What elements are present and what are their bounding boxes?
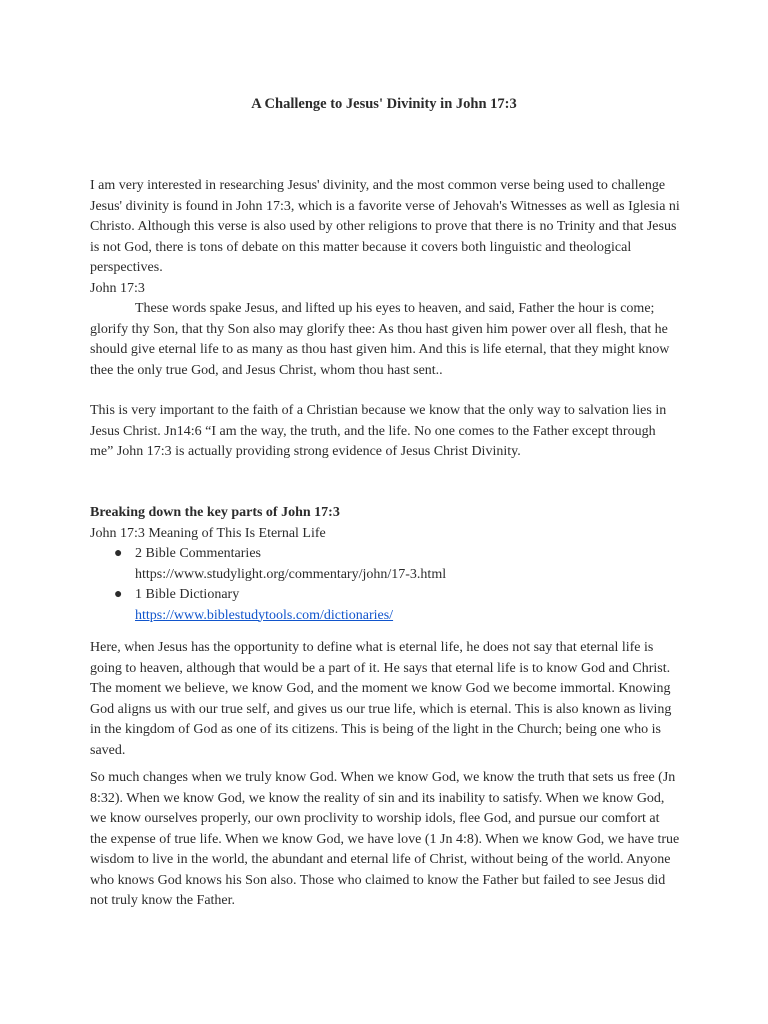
verse-reference: John 17:3 bbox=[90, 280, 145, 296]
source-label: 2 Bible Commentaries bbox=[135, 546, 261, 561]
intro-paragraph: I am very interested in researching Jesus' divinity, and the most common verse being used to challenge Jesus' divinity is found in John 17:3, which is a favorite verse of Jehovah's Witnesses as well as Iglesia ni Christo. Although this verse is also used by other religions to prove that there is no Trinity and that Jesus is not God, there is tons of debate on this matter because it covers both linguistic and theological perspectives. bbox=[90, 178, 680, 275]
faith-section bbox=[90, 401, 680, 463]
breakdown-heading: Breaking down the key parts of John 17:3 bbox=[90, 505, 340, 520]
know-god-paragraph: So much changes when we truly know God. When we know God, we know the truth that sets us free (Jn 8:32). When we know God, we know the reality of sin and its inability to satisfy. When we know God, we know ourselves properly, our own proclivity to worship idols, flee God, and pursue our comfort at the expense of true life. When we know God, we have love (1 Jn 4:8). When we know God, we have true wisdom to live in the world, the abundant and eternal life of Christ, without being of the world. Anyone who knows God knows his Son also. Those who claimed to know the Father but failed to see Jesus did not truly know the Father. bbox=[90, 770, 680, 908]
list-item bbox=[90, 544, 680, 585]
intro-section bbox=[90, 176, 680, 381]
know-god-section bbox=[90, 768, 680, 912]
breakdown-subheading: John 17:3 Meaning of This Is Eternal Life bbox=[90, 525, 326, 541]
bullet-icon: ● bbox=[114, 546, 123, 561]
breakdown-section bbox=[90, 503, 680, 626]
source-label: 1 Bible Dictionary bbox=[135, 587, 240, 602]
faith-paragraph: This is very important to the faith of a Christian because we know that the only way to salvation lies in Jesus Christ. Jn14:6 “I am the way, the truth, and the life. No one comes to the Father except through me” John 17:3 is actually providing strong evidence of Jesus Christ Divinity. bbox=[90, 403, 667, 459]
source-url-text: https://www.studylight.org/commentary/john/17-3.html bbox=[135, 566, 447, 582]
list-item bbox=[90, 585, 680, 626]
bullet-icon: ● bbox=[114, 587, 123, 602]
sources-list bbox=[90, 544, 680, 626]
eternal-life-paragraph: Here, when Jesus has the opportunity to define what is eternal life, he does not say that eternal life is going to heaven, although that would be a part of it. He says that eternal life is to know God and Christ. The moment we believe, we know God, and the moment we know God we become immortal. Knowing God aligns us with our true self, and gives us our true life, which is eternal. This is also known as living in the kingdom of God as one of its citizens. This is being of the light in the Church; being one who is saved. bbox=[90, 640, 672, 758]
verse-text: These words spake Jesus, and lifted up his eyes to heaven, and said, Father the hour is come; glorify thy Son, that thy Son also may glorify thee: As thou hast given him power over all flesh, that he should give eternal life to as many as thou hast given him. And this is life eternal, that they might know thee the only true God, and Jesus Christ, whom thou hast sent.. bbox=[90, 301, 670, 378]
eternal-life-section bbox=[90, 638, 680, 761]
document-title: A Challenge to Jesus' Divinity in John 17:3 bbox=[251, 96, 517, 112]
dictionary-link[interactable]: https://www.biblestudytools.com/dictionaries/ bbox=[135, 607, 394, 623]
